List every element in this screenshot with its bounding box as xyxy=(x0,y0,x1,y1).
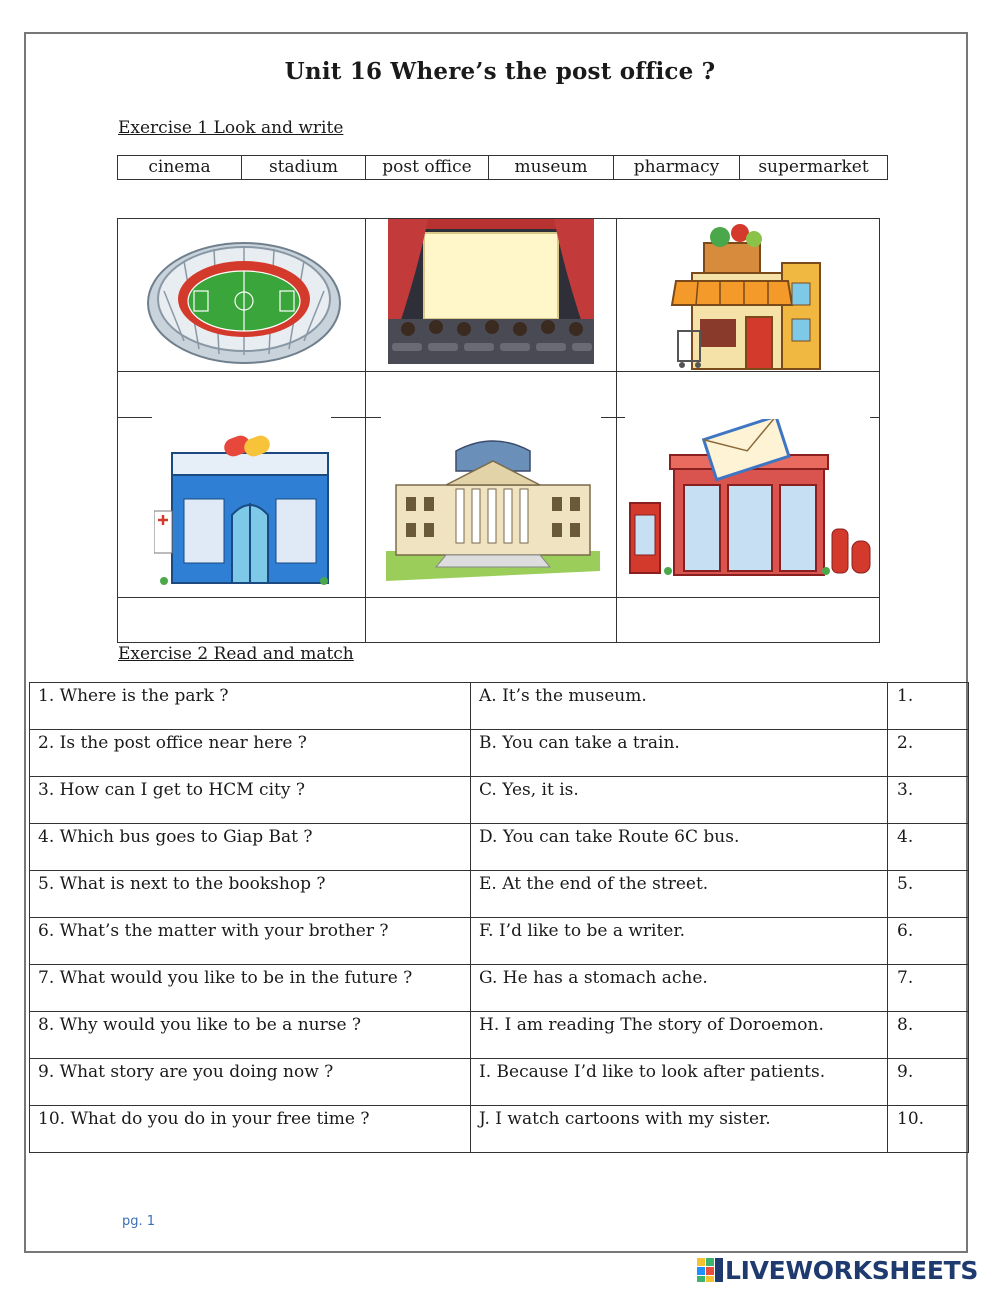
answer-cell: E. At the end of the street. xyxy=(471,871,888,918)
table-row xyxy=(30,730,969,777)
table-row xyxy=(30,965,969,1012)
question-cell: 3. How can I get to HCM city ? xyxy=(30,777,471,824)
exercise1-heading: Exercise 1 Look and write xyxy=(118,118,344,138)
answer-slot-cinema[interactable] xyxy=(370,376,611,412)
word-bank-item: stadium xyxy=(242,156,366,179)
match-input-cell[interactable]: 10. xyxy=(888,1106,969,1153)
museum-picture xyxy=(386,431,600,581)
liveworksheets-logo-text: LIVEWORKSHEETS xyxy=(725,1255,979,1285)
question-cell: 10. What do you do in your free time ? xyxy=(30,1106,471,1153)
supermarket-picture xyxy=(668,219,828,371)
answer-cell: B. You can take a train. xyxy=(471,730,888,777)
word-bank-item: pharmacy xyxy=(614,156,740,179)
match-input-cell[interactable]: 6. xyxy=(888,918,969,965)
post-office-picture xyxy=(626,419,874,579)
word-bank xyxy=(117,155,888,180)
question-cell: 2. Is the post office near here ? xyxy=(30,730,471,777)
picture-grid xyxy=(117,218,880,643)
table-row xyxy=(30,918,969,965)
question-cell: 7. What would you like to be in the future ? xyxy=(30,965,471,1012)
match-input-cell[interactable]: 3. xyxy=(888,777,969,824)
question-cell: 1. Where is the park ? xyxy=(30,683,471,730)
liveworksheets-logo[interactable] xyxy=(697,1255,978,1285)
question-cell: 4. Which bus goes to Giap Bat ? xyxy=(30,824,471,871)
page-title: Unit 16 Where’s the post office ? xyxy=(284,58,716,85)
page-number: pg. 1 xyxy=(122,1214,156,1229)
answer-cell: D. You can take Route 6C bus. xyxy=(471,824,888,871)
word-bank-item: supermarket xyxy=(758,157,869,177)
answer-cell: C. Yes, it is. xyxy=(471,777,888,824)
answer-slot-stadium[interactable] xyxy=(122,376,360,412)
question-cell: 8. Why would you like to be a nurse ? xyxy=(30,1012,471,1059)
exercise2-heading: Exercise 2 Read and match xyxy=(118,644,354,664)
question-cell: 9. What story are you doing now ? xyxy=(30,1059,471,1106)
answer-cell: J. I watch cartoons with my sister. xyxy=(471,1106,888,1153)
table-row xyxy=(30,683,969,730)
match-input-cell[interactable]: 8. xyxy=(888,1012,969,1059)
word-bank-item: museum xyxy=(489,156,614,179)
answer-slot-post-office[interactable] xyxy=(621,602,874,638)
liveworksheets-logo-icon xyxy=(697,1258,723,1282)
table-row xyxy=(30,1012,969,1059)
answer-slot-supermarket[interactable] xyxy=(621,376,874,412)
answer-slot-museum[interactable] xyxy=(370,602,611,638)
match-input-cell[interactable]: 5. xyxy=(888,871,969,918)
answer-cell: G. He has a stomach ache. xyxy=(471,965,888,1012)
answer-cell: A. It’s the museum. xyxy=(471,683,888,730)
word-bank-item: post office xyxy=(366,156,489,179)
match-input-cell[interactable]: 9. xyxy=(888,1059,969,1106)
match-table xyxy=(29,682,969,1153)
question-cell: 6. What’s the matter with your brother ? xyxy=(30,918,471,965)
word-bank-item: cinema xyxy=(118,156,242,179)
match-input-cell[interactable]: 2. xyxy=(888,730,969,777)
answer-cell: I. Because I’d like to look after patients. xyxy=(471,1059,888,1106)
pharmacy-picture xyxy=(154,433,334,589)
question-cell: 5. What is next to the bookshop ? xyxy=(30,871,471,918)
table-row xyxy=(30,871,969,918)
answer-cell: F. I’d like to be a writer. xyxy=(471,918,888,965)
stadium-picture xyxy=(144,221,342,371)
match-input-cell[interactable]: 7. xyxy=(888,965,969,1012)
answer-cell: H. I am reading The story of Doroemon. xyxy=(471,1012,888,1059)
answer-slot-pharmacy[interactable] xyxy=(122,602,360,638)
match-input-cell[interactable]: 1. xyxy=(888,683,969,730)
table-row xyxy=(30,777,969,824)
cinema-picture xyxy=(388,219,594,364)
table-row xyxy=(30,824,969,871)
match-input-cell[interactable]: 4. xyxy=(888,824,969,871)
table-row xyxy=(30,1059,969,1106)
table-row xyxy=(30,1106,969,1153)
